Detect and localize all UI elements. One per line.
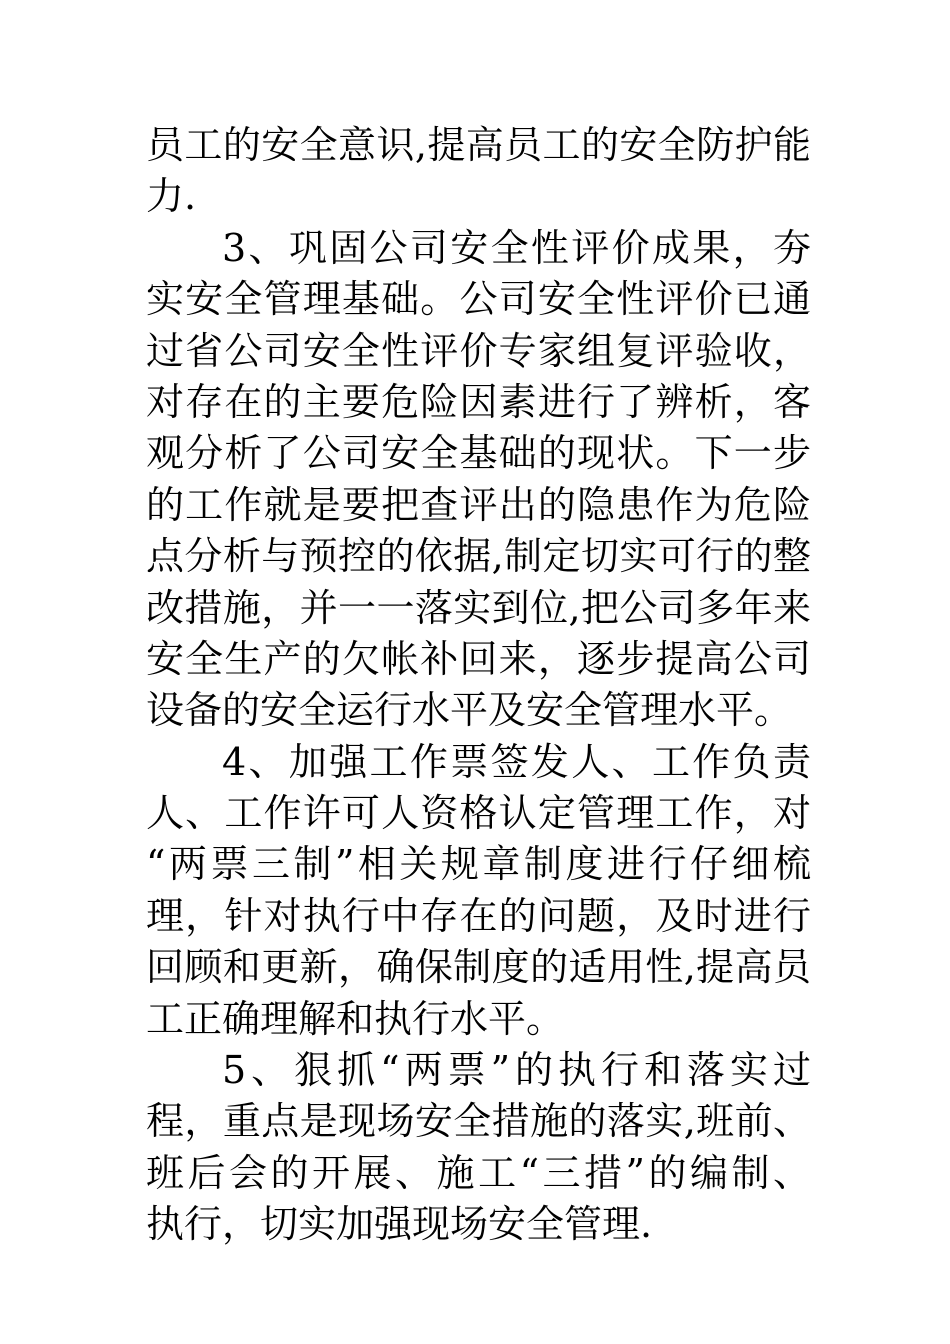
body-text — [146, 120, 811, 1251]
text-line: 力. — [146, 174, 197, 219]
text-line: 程，重点是现场安全措施的落实,班前、 — [146, 1099, 811, 1144]
text-line: 理，针对执行中存在的问题，及时进行 — [146, 893, 811, 938]
paragraph-start-line: 4、加强工作票签发人、工作负责 — [222, 739, 811, 784]
text-line: 人、工作许可人资格认定管理工作，对 — [146, 791, 811, 836]
paragraph-start-line: 3、巩固公司安全性评价成果，夯 — [222, 225, 811, 270]
text-line: 实安全管理基础。公司安全性评价已通 — [146, 277, 811, 322]
text-line: 改措施，并一一落实到位,把公司多年来 — [146, 585, 811, 630]
text-line: 执行，切实加强现场安全管理. — [146, 1202, 653, 1247]
text-line: 过省公司安全性评价专家组复评验收， — [146, 328, 811, 373]
paragraph-start-line: 5、狠抓“两票”的执行和落实过 — [222, 1048, 811, 1093]
text-line: 安全生产的欠帐补回来，逐步提高公司 — [146, 636, 811, 681]
text-line: 观分析了公司安全基础的现状。下一步 — [146, 431, 811, 476]
text-line: 回顾和更新，确保制度的适用性,提高员 — [146, 945, 811, 990]
text-line: 设备的安全运行水平及安全管理水平。 — [146, 688, 793, 733]
text-line: 的工作就是要把查评出的隐患作为危险 — [146, 482, 811, 527]
text-line: 班后会的开展、施工“三措”的编制、 — [146, 1150, 811, 1195]
text-line: 对存在的主要危险因素进行了辨析，客 — [146, 379, 811, 424]
text-line: 员工的安全意识,提高员工的安全防护能 — [146, 123, 811, 167]
text-line: 点分析与预控的依据,制定切实可行的整 — [146, 534, 811, 579]
text-line: 工正确理解和执行水平。 — [146, 996, 565, 1041]
text-line: “两票三制”相关规章制度进行仔细梳 — [146, 842, 811, 887]
